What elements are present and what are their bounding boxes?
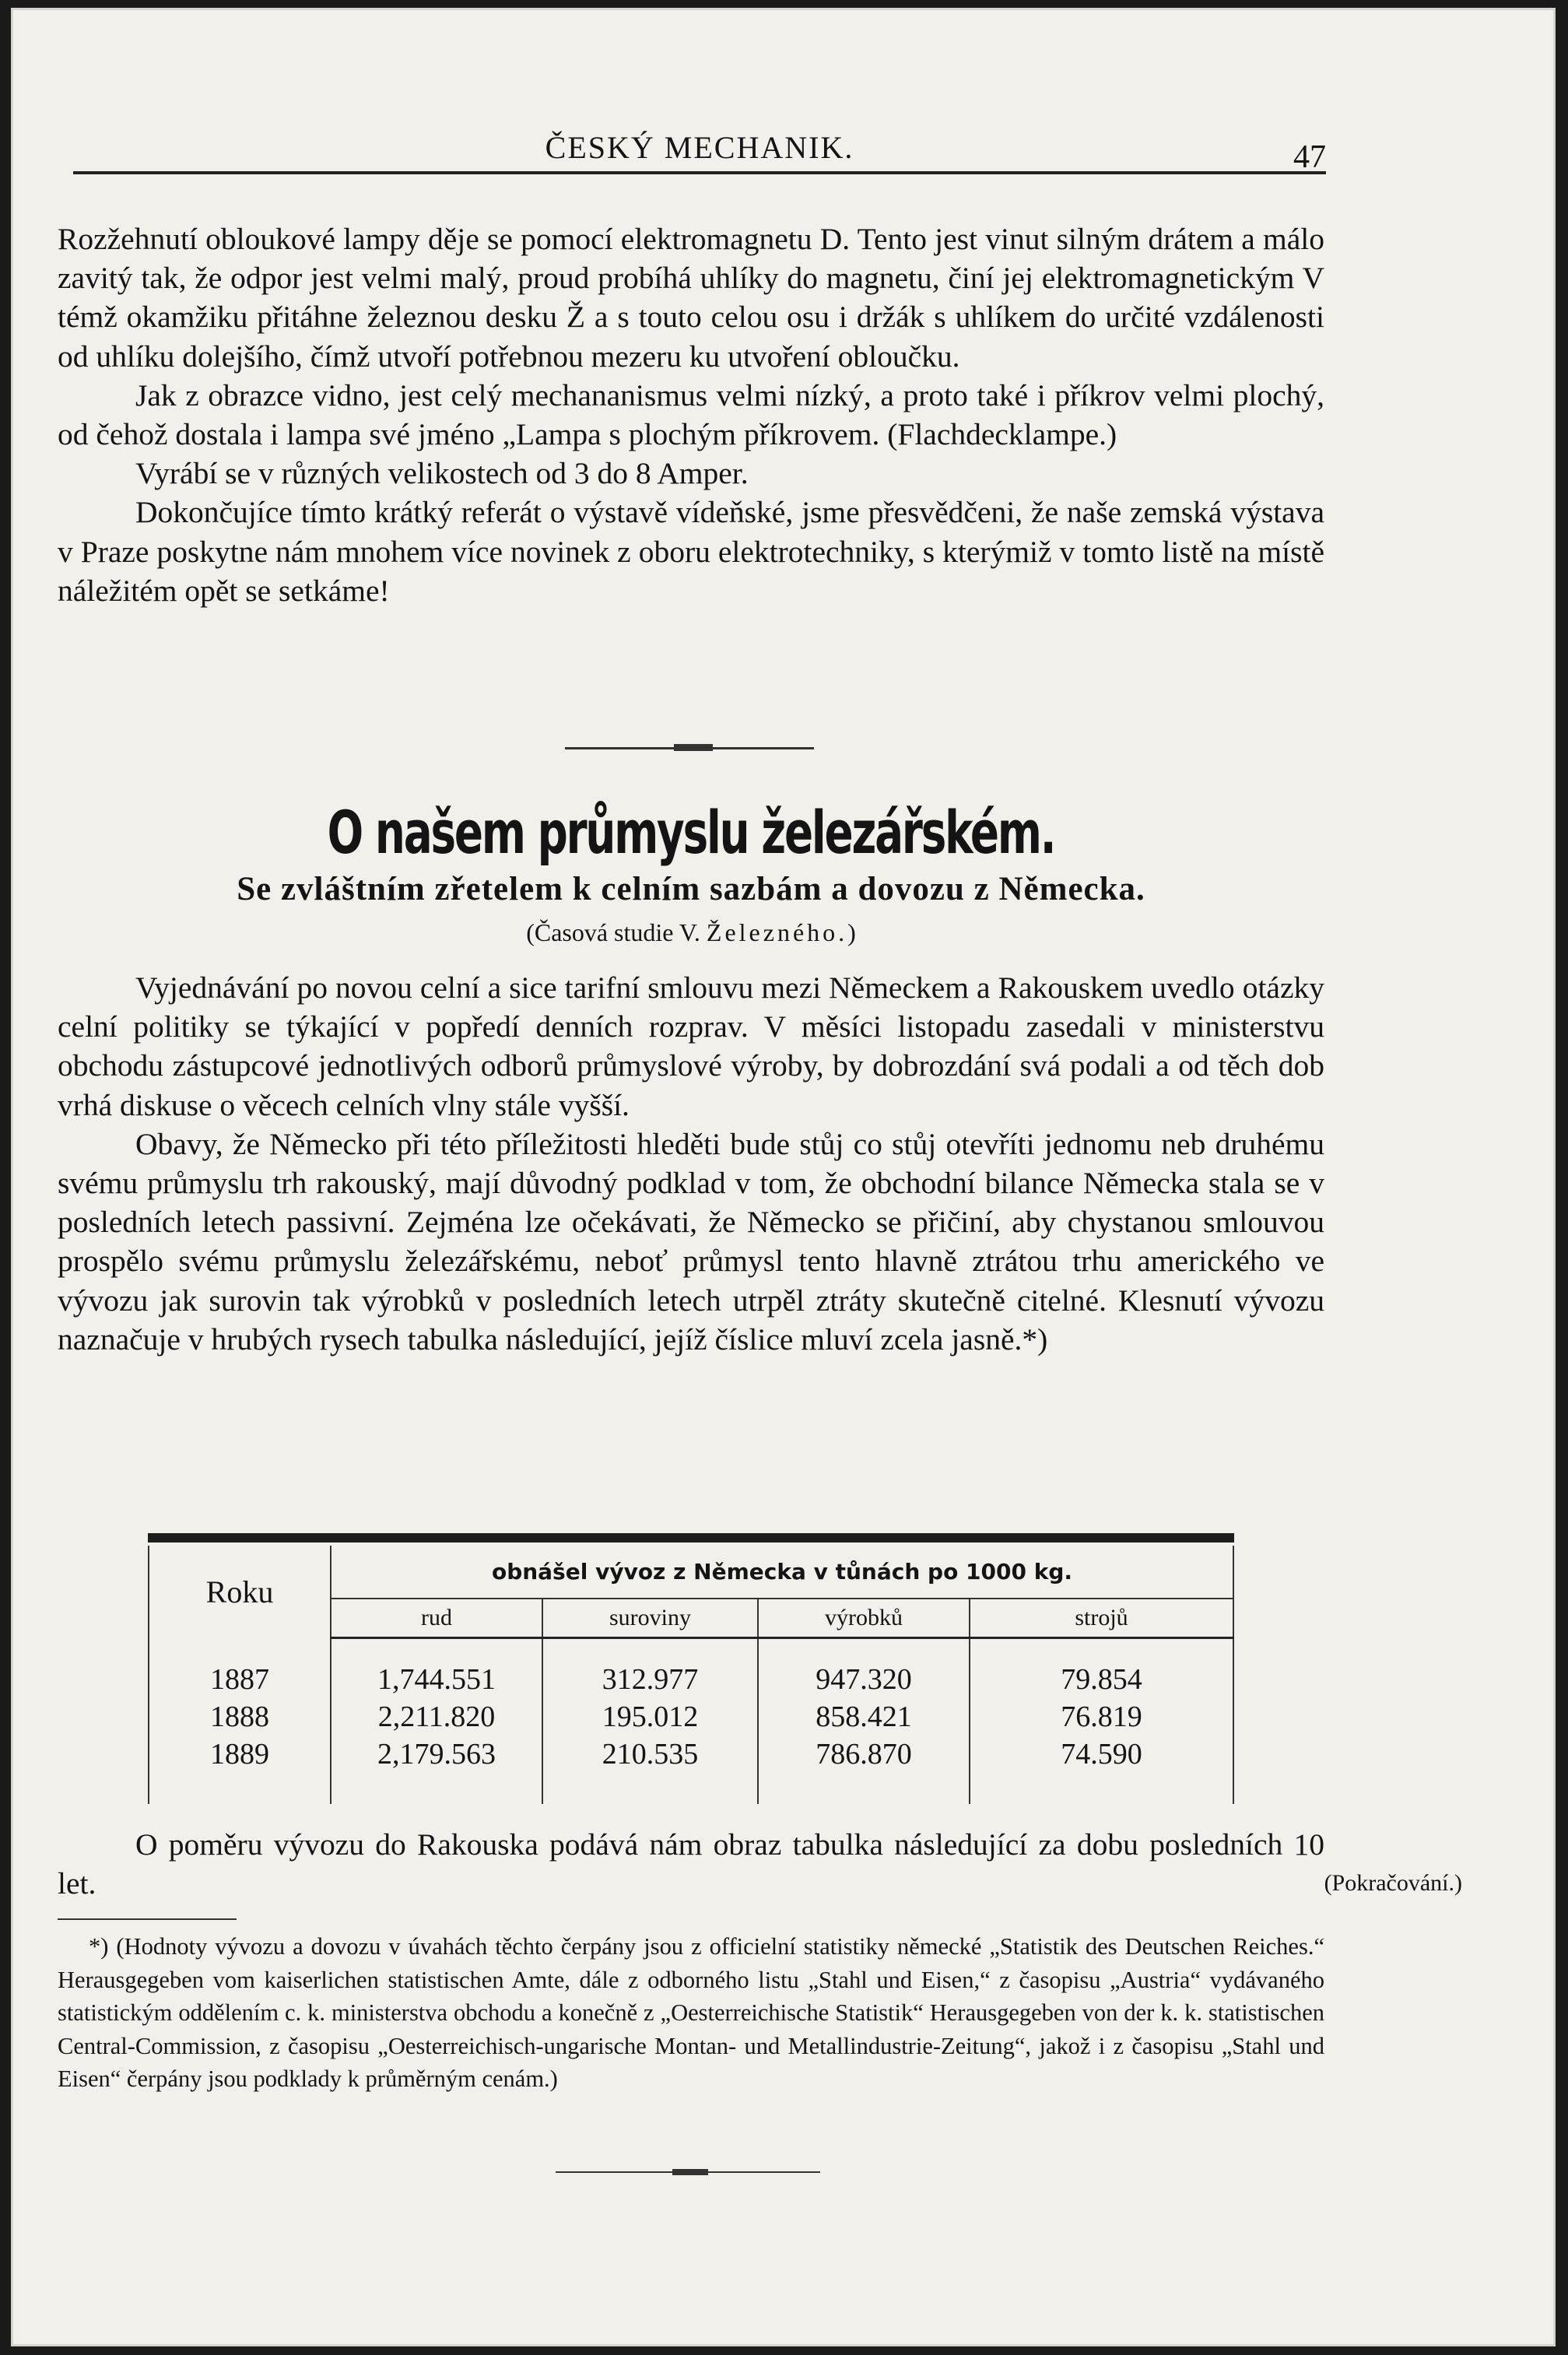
paragraph: Dokončujíce tímto krátký referát o výstavě vídeňské, jsme přesvědčeni, že naše zemská výstava v Praze poskytne nám mnohem více novinek z oboru elektrotechniky, s kterýmiž v tomto listě na místě náležitém opět se setkáme!: [58, 495, 1324, 608]
table-cell: 76.819: [970, 1698, 1233, 1736]
table-cell: 74.590: [970, 1736, 1233, 1773]
paragraph: O poměru vývozu do Rakouska podává nám obraz tabulka následující za dobu posledních 10 let.: [58, 1827, 1324, 1901]
article-byline: [58, 918, 1324, 947]
table-row: [149, 1736, 1233, 1773]
table-column-header: výrobků: [758, 1599, 970, 1637]
running-header: [73, 125, 1326, 174]
table-cell: 2,179.563: [331, 1736, 542, 1773]
article-text: [58, 968, 1324, 1359]
paragraph: Vyrábí se v různých velikostech od 3 do 8 Amper.: [135, 456, 749, 491]
table-cell: 2,211.820: [331, 1698, 542, 1736]
paragraph: Jak z obrazce vidno, jest celý mechananismus velmi nízký, a proto také i příkrov velmi plochý, od čehož dostala i lampa své jméno „Lampa s plochým příkrovem. (Flachdecklampe.): [58, 377, 1324, 452]
page: [11, 8, 1556, 2346]
table-cell-year: 1887: [149, 1661, 331, 1698]
table-row: [149, 1698, 1233, 1736]
end-rule-ornament: [672, 2169, 708, 2175]
footnote-rule: [58, 1918, 237, 1920]
table-cell: 210.535: [542, 1736, 758, 1773]
table-column-header: strojů: [970, 1599, 1233, 1637]
byline-author: Železného.: [706, 918, 848, 946]
article-subtitle: Se zvláštním zřetelem k celním sazbám a dovozu z Německa.: [237, 871, 1145, 907]
table-cell: 1,744.551: [331, 1661, 542, 1698]
table-cell-year: 1888: [149, 1698, 331, 1736]
table-column-header: rud: [331, 1599, 542, 1637]
table-cell: 312.977: [542, 1661, 758, 1698]
byline-suffix: ): [847, 918, 856, 946]
article-title: O našem průmyslu železářském.: [327, 798, 1055, 867]
byline-prefix: (Časová studie V.: [526, 918, 707, 946]
intro-text: [58, 219, 1324, 610]
table-group-header: obnášel vývoz z Německa v tůnách po 1000 kg.: [331, 1546, 1233, 1599]
table-cell: 947.320: [758, 1661, 970, 1698]
paragraph: Rozžehnutí obloukové lampy děje se pomocí elektromagnetu D. Tento jest vinut silným drátem a málo zavitý tak, že odpor jest velmi malý, proud probíhá uhlíky do magnetu, činí jej elektromagnetickým V témž okamžiku přitáhne železnou desku Ž a s touto celou osu i držák s uhlíkem do určité vzdálenosti od uhlíku dolejšího, čímž utvoří potřebnou mezeru ku utvoření obloučku.: [58, 222, 1324, 374]
table-cell: 786.870: [758, 1736, 970, 1773]
table-cell: 858.421: [758, 1698, 970, 1736]
paragraph: Vyjednávání po novou celní a sice tarifní smlouvu mezi Německem a Rakouskem uvedlo otázky celní politiky se týkající v popředí denních rozprav. V měsíci listopadu zasedali v ministerstvu obchodu zástupcové jednotlivých odborů průmyslové výroby, by dobrozdání svá podali a od těch dob vrhá diskuse o věcech celních vlny stále vyšší.: [58, 970, 1324, 1122]
table-row: [149, 1661, 1233, 1698]
table-top-rule: [148, 1533, 1234, 1543]
table-cell: 195.012: [542, 1698, 758, 1736]
export-table: [148, 1546, 1234, 1804]
table-cell: 79.854: [970, 1661, 1233, 1698]
table-cell-year: 1889: [149, 1736, 331, 1773]
table-header-year: Roku: [149, 1546, 331, 1637]
footnote-text: *) (Hodnoty vývozu a dovozu v úvahách těchto čerpány jsou z officielní statistiky německé „Statistik des Deutschen Reiches.“ Herausgegeben vom kaiserlichen statistischen Amte, dále z odborného listu „Stahl und Eisen,“ z časopisu „Austria“ vydávaného statistickým oddělením c. k. ministerstva obchodu a konečně z „Oesterreichische Statistik“ Herausgegeben von der k. k. statistischen Central-Commission, z časopisu „Oesterreichisch-ungarische Montan- und Metallindustrie-Zeitung“, jakož i z časopisu „Stahl und Eisen“ čerpány jsou podklady k průměrným cenám.): [58, 1933, 1324, 2092]
section-divider-ornament: [674, 744, 713, 751]
footnote: [58, 1930, 1324, 2096]
table-column-header: suroviny: [542, 1599, 758, 1637]
after-table-text: [58, 1825, 1324, 1903]
paragraph: Obavy, že Německo při této příležitosti hleděti bude stůj co stůj otevříti jednomu neb druhému svému průmyslu trh rakouský, mají důvodný podklad v tom, že obchodní bilance Německa stala se v posledních letech passivní. Zejména lze očekávati, že Německo se přičiní, aby chystanou smlouvou prospělo svému průmyslu železářskému, neboť průmysl tento hlavně ztrátou trhu amerického ve vývozu jak surovin tak výrobků v posledních letech utrpěl ztráty skutečně citelné. Klesnutí vývozu naznačuje v hrubých rysech tabulka následující, jejíž číslice mluví zcela jasně.*): [58, 1126, 1324, 1356]
continuation-note: (Pokračování.): [1324, 1870, 1462, 1896]
page-number: 47: [1293, 139, 1326, 175]
journal-title: ČESKÝ MECHANIK.: [545, 130, 854, 165]
